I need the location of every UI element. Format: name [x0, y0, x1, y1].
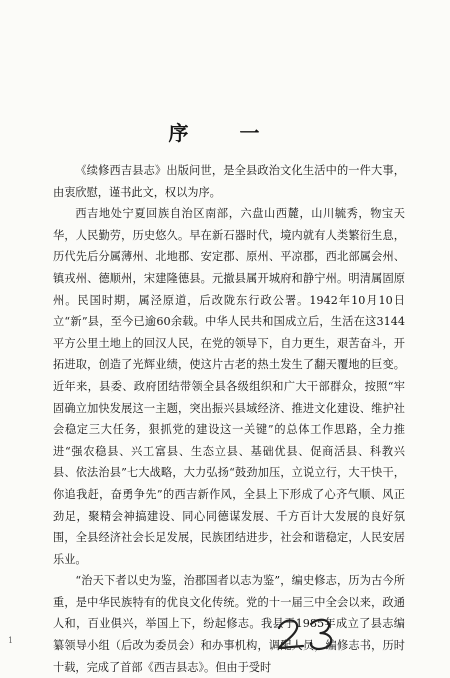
handwritten-page-number — [273, 614, 343, 654]
paragraph-1: 《续修西吉县志》出版问世，是全县政治文化生活中的一件大事，由衷欣慰，谨书此文，权以为序。 — [53, 164, 405, 199]
preface-heading: 序 一 — [168, 121, 282, 145]
corner-mark: 1 — [8, 636, 14, 645]
preface-body — [53, 160, 405, 678]
paragraph-3: “治天下者以史为鉴，治郡国者以志为鉴”，编史修志，历为古今所重，是中华民族特有的优良文化传统。党的十一届三中全会以来，政通人和，百业俱兴，举国上下，纷起修志。我县于1985年成立了县志编纂领导小组（后改为委员会）和办事机构，调配人员，编修志书，历时十载，完成了首部《西吉县志》。但由于受时 — [53, 574, 405, 674]
paragraph-2: 西吉地处宁夏回族自治区南部，六盘山西麓，山川毓秀，物宝天华，人民勤劳，历史悠久。早在新石器时代，境内就有人类繁衍生息，历代先后分属薄州、北地郡、安定郡、原州、平凉郡，西北部属会州、镇戎州、德顺州，宋建隆德县。元撤县属开城府和静宁州。明清属固原州。民国时期，属泾原道，后改陇东行政公署。1942年10月10日立“新”县，至今已逾60余载。中华人民共和国成立后，生活在这3144平方公里土地上的回汉人民，在党的领导下，自力更生，艰苦奋斗，开拓进取，创造了光辉业绩，使这片古老的热土发生了翻天覆地的巨变。近年来，县委、政府团结带领全县各级组织和广大干部群众，按照“牢固确立加快发展这一主题，突出振兴县域经济、推进文化建设、维护社会稳定三大任务，狠抓党的建设这一关键”的总体工作思路，全力推进“强农稳县、兴工富县、生态立县、基础优县、促商活县、科教兴县、依法治县”七大战略，大力弘扬“鼓劲加压，立说立行，大干快干，你追我赶，奋勇争先”的西吉新作风，全县上下形成了心齐气顺、风正劲足，聚精会神搞建设、同心同德谋发展、千方百计大发展的良好氛围，全县经济社会长足发展，民族团结进步，社会和谐稳定，人民安居乐业。 — [53, 207, 405, 566]
